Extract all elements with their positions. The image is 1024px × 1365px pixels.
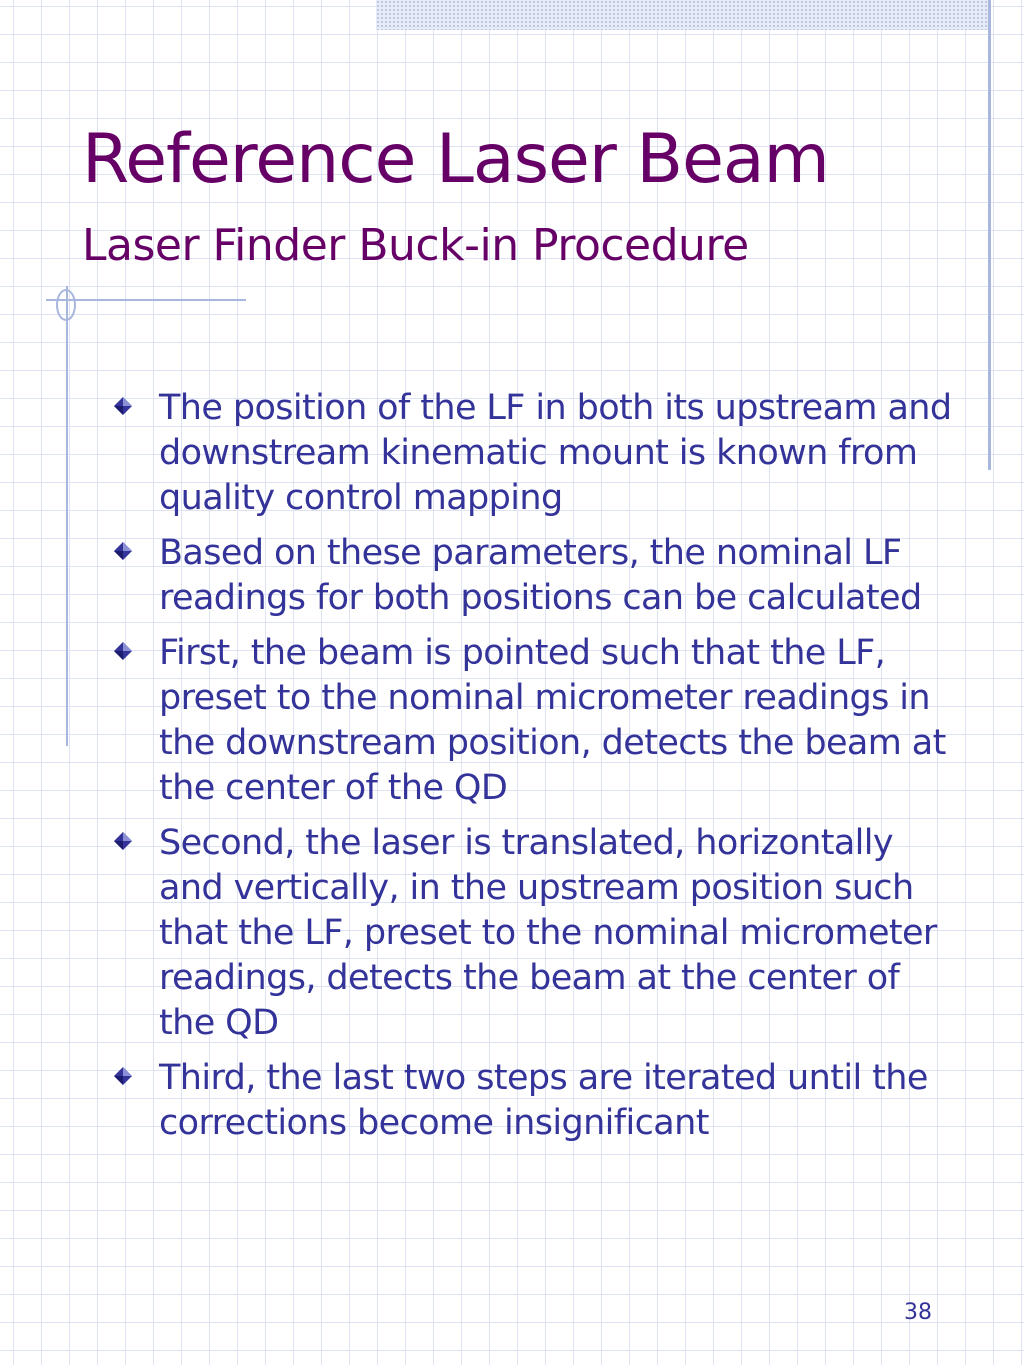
decorative-left-line <box>66 286 68 746</box>
page-number: 38 <box>904 1300 932 1325</box>
slide-subtitle: Laser Finder Buck-in Procedure <box>82 220 749 271</box>
bullet-text: The position of the LF in both its upstream and downstream kinematic mount is known from quality control mapping <box>159 388 952 518</box>
diamond-bullet-icon <box>114 397 132 415</box>
decorative-top-band <box>376 0 990 30</box>
diamond-bullet-icon <box>114 1067 132 1085</box>
bullet-list <box>110 386 960 1156</box>
bullet-text: Second, the laser is translated, horizontally and vertically, in the upstream position such that the LF, preset to the nominal micrometer readings, detects the beam at the center of the QD <box>159 823 937 1043</box>
bullet-item <box>110 531 960 621</box>
decorative-right-line <box>988 0 991 470</box>
diamond-bullet-icon <box>114 642 132 660</box>
decorative-title-underline <box>46 299 246 301</box>
slide-title: Reference Laser Beam <box>82 120 829 199</box>
bullet-item <box>110 386 960 521</box>
decorative-ring-icon <box>56 289 76 321</box>
bullet-item <box>110 631 960 811</box>
diamond-bullet-icon <box>114 832 132 850</box>
diamond-bullet-icon <box>114 542 132 560</box>
bullet-item <box>110 821 960 1046</box>
bullet-text: Third, the last two steps are iterated until the corrections become insignificant <box>159 1058 928 1143</box>
bullet-text: Based on these parameters, the nominal LF readings for both positions can be calculated <box>159 533 922 618</box>
bullet-text: First, the beam is pointed such that the LF, preset to the nominal micrometer readings in the downstream position, detects the beam at the center of the QD <box>159 633 946 808</box>
bullet-item <box>110 1056 960 1146</box>
